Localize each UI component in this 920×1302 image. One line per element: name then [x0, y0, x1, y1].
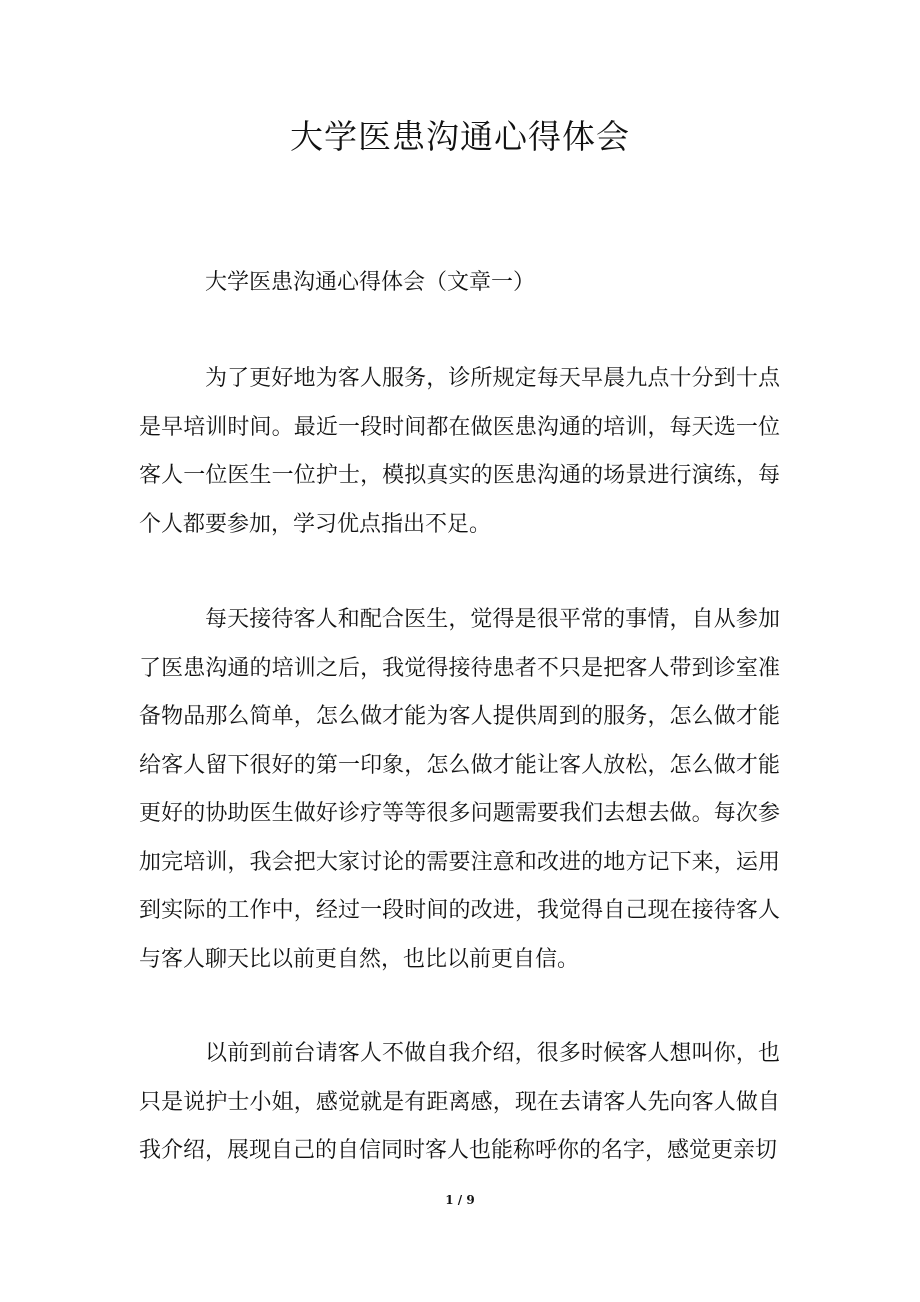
paragraph-2: 每天接待客人和配合医生，觉得是很平常的事情，自从参加了医患沟通的培训之后，我觉得接待患者不只是把客人带到诊室准备物品那么简单，怎么做才能为客人提供周到的服务，怎么做才能给客人留下很好的第一印象，怎么做才能让客人放松，怎么做才能更好的协助医生做好诊疗等等很多问题需要我们去想去做。每次参加完培训，我会把大家讨论的需要注意和改进的地方记下来，运用到实际的工作中，经过一段时间的改进，我觉得自己现在接待客人与客人聊天比以前更自然，也比以前更自信。	[139, 607, 780, 972]
paragraph-3: 以前到前台请客人不做自我介绍，很多时候客人想叫你，也只是说护士小姐，感觉就是有距离感，现在去请客人先向客人做自我介绍，展现自己的自信同时客人也能称呼你的名字，感觉更亲切	[139, 1041, 780, 1163]
document-title: 大学医患沟通心得体会	[290, 117, 630, 156]
page-number: 1 / 9	[445, 1193, 475, 1207]
document-subtitle: 大学医患沟通心得体会（文章一）	[205, 270, 536, 295]
paragraph-1: 为了更好地为客人服务，诊所规定每天早晨九点十分到十点是早培训时间。最近一段时间都在做医患沟通的培训，每天选一位客人一位医生一位护士，模拟真实的医患沟通的场景进行演练，每个人都要参加，学习优点指出不足。	[139, 366, 780, 537]
